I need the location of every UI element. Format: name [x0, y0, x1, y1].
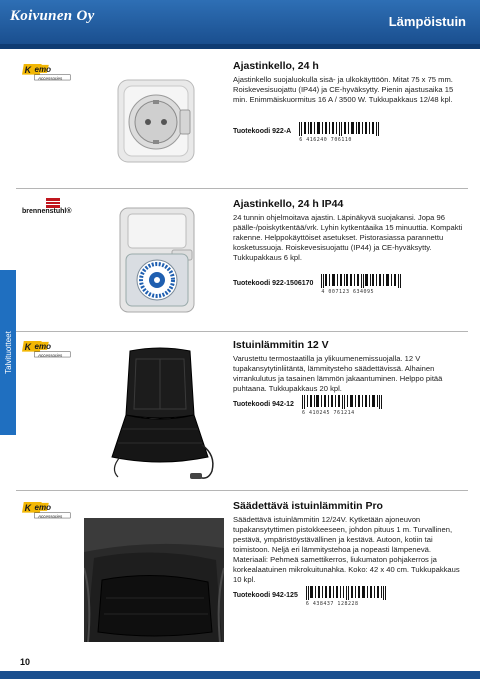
- barcode: [297, 122, 383, 142]
- product-code-row: [233, 586, 390, 606]
- product-title: Ajastinkello, 24 h: [233, 60, 319, 72]
- barcode-number: 6 416240 706110: [299, 137, 352, 143]
- timer-product-image: [114, 74, 200, 166]
- brand-sub: Accessories: [38, 353, 63, 358]
- product-title: Ajastinkello, 24 h IP44: [233, 198, 344, 210]
- product-info: [233, 60, 465, 105]
- product-info: [233, 198, 465, 263]
- brennenstuhl-mark-icon: [46, 198, 60, 208]
- product-info: [233, 339, 465, 394]
- barcode-bars: [297, 122, 383, 136]
- product-code: Tuotekoodi 922-1506170: [233, 280, 314, 287]
- product-title: Säädettävä istuinlämmitin Pro: [233, 500, 383, 512]
- svg-text:K: K: [24, 502, 32, 513]
- product-description: 24 tunnin ohjelmoitava ajastin. Läpinäkyvä suojakansi. Jopa 96 päälle-/poiskytkentää/vrk. Lyhin kytkentäaika 15 minuuttia. Kompakti rakenne. Helppokäyttöiset asetukset. Pistorasiassa parannettu kosketussuoja. Roiskevesisuojattu (IP44) ja CE-hyväksytty. Tukkupakkaus 6 kpl.: [233, 213, 463, 262]
- product-code: Tuotekoodi 942-12: [233, 401, 294, 408]
- svg-text:K: K: [24, 341, 32, 352]
- header-stripe: [0, 44, 480, 49]
- car-seat-heater-product-image: [84, 518, 224, 642]
- divider: [16, 331, 468, 332]
- product-description: Varustettu termostaatilla ja ylikuumenemissuojalla. 12 V tupakansytytinliitäntä, lämmitysteho säädettävissä. Alhainen virrankulutus ja tasainen lämmön jakaantuminen. Helppo pitää puhtaana. Tukkupakkaus 20 kpl.: [233, 354, 443, 393]
- barcode-number: 6 410245 761214: [301, 410, 355, 416]
- barcode: [304, 586, 390, 606]
- company-logo: Koivunen Oy: [10, 8, 95, 24]
- product-section-1: [16, 56, 468, 184]
- product-description: Ajastinkello suojaluokulla sisä- ja ulkokäyttöön. Mitat 75 x 75 mm. Roiskevesisuojattu (IP44) ja CE-hyväksytty. Pienin ajastusaika 15 min. Enimmäiskuormitus 16 A / 3500 W. Tukkupakkaus 12/48 kpl.: [233, 75, 454, 104]
- brand-sub: Accessories: [38, 76, 63, 81]
- side-tab-label: Talvituotteet: [3, 331, 13, 374]
- svg-text:K: K: [24, 64, 32, 75]
- svg-text:emo: emo: [34, 65, 51, 74]
- barcode: [319, 274, 405, 294]
- ip44-timer-product-image: [112, 204, 202, 316]
- page-title: Lämpöistuin: [388, 14, 466, 29]
- svg-text:emo: emo: [34, 503, 51, 512]
- barcode-number: 6 438437 128228: [305, 601, 359, 607]
- barcode-bars: [300, 395, 386, 409]
- product-code-row: [233, 122, 383, 142]
- divider: [16, 188, 468, 189]
- footer-bar: [0, 671, 480, 679]
- product-code-row: [233, 274, 405, 294]
- brennenstuhl-brand-logo: brennenstuhl®: [22, 208, 72, 215]
- product-section-2: [16, 192, 468, 326]
- side-tab-label-wrap: [0, 270, 16, 435]
- product-section-3: [16, 335, 468, 485]
- barcode-bars: [319, 274, 405, 288]
- barcode-number: 4 007123 634095: [321, 289, 375, 295]
- brand-sub: Accessories: [38, 514, 63, 519]
- barcode-bars: [304, 586, 390, 600]
- product-code: Tuotekoodi 942-125: [233, 592, 298, 599]
- page-number: 10: [20, 657, 31, 667]
- product-description: Säädettävä istuinlämmitin 12/24V. Kytketään ajoneuvon tupakansytyttimen pistokkeeseen, johdon pituus 1 m. Turvallinen, pestävä, ympäristöystävällinen ja kestävä. Autoon, kotiin tai toimistoon. Neljä eri lämmitystehoa ja nopeasti lämpenevä. Materiaali: Pehmeä samettikerros, liukumaton pohjakerros ja korkealaatuinen mikrokuitunahka. Koko: 42 x 40 cm. Tukkupakkaus 10 kpl.: [233, 515, 460, 584]
- barcode: [300, 395, 386, 415]
- seat-heater-product-image: [90, 345, 230, 485]
- divider: [16, 490, 468, 491]
- product-title: Istuinlämmitin 12 V: [233, 339, 329, 351]
- product-code: Tuotekoodi 922-A: [233, 128, 292, 135]
- product-code-row: [233, 395, 386, 415]
- product-section-4: [16, 494, 468, 654]
- product-info: [233, 500, 465, 585]
- svg-text:emo: emo: [34, 342, 51, 351]
